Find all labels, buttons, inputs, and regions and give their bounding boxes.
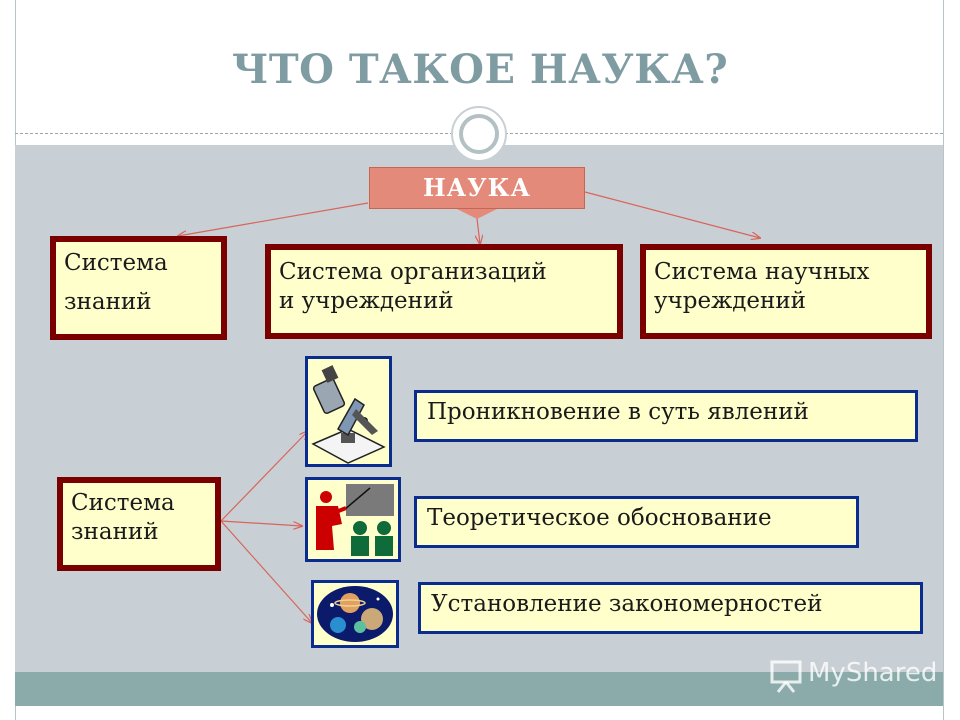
- arrow-to-teacher: [221, 521, 302, 526]
- top-box-institutions: Система научных учреждений: [640, 244, 932, 339]
- space-planets-icon: [311, 580, 399, 648]
- watermark-text: MyShared: [808, 658, 938, 688]
- aspect-laws: Установление закономерностей: [418, 582, 923, 634]
- root-node-banner: НАУКА: [369, 167, 585, 209]
- aspect-theoretical: Теоретическое обоснование: [414, 496, 859, 548]
- microscope-icon: [305, 356, 392, 467]
- top-box-knowledge: Система знаний: [50, 236, 227, 340]
- arrow-to-institutions: [585, 192, 760, 238]
- arrow-to-knowledge: [178, 203, 368, 236]
- aspect-penetration: Проникновение в суть явлений: [414, 390, 918, 442]
- presentation-board-icon: [768, 658, 804, 694]
- top-box-organizations: Система организаций и учреждений: [265, 244, 623, 339]
- watermark-logo: [768, 656, 938, 696]
- teacher-presentation-icon: [305, 477, 401, 562]
- lower-box-knowledge: Система знаний: [57, 477, 221, 571]
- arrow-to-microscope: [221, 431, 308, 521]
- slide-title: ЧТО ТАКОЕ НАУКА?: [231, 46, 729, 93]
- arrow-to-space: [221, 521, 312, 623]
